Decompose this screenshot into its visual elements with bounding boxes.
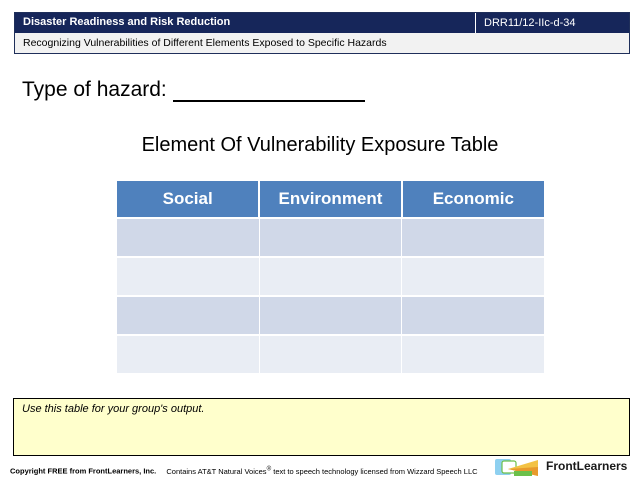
footer-credits xyxy=(10,465,478,476)
table-cell xyxy=(117,257,259,296)
column-header-social: Social xyxy=(117,181,259,218)
slide-header xyxy=(14,12,630,54)
hazard-blank-line xyxy=(173,78,365,102)
frontlearners-logo xyxy=(494,456,634,478)
table-row xyxy=(117,218,544,257)
table-cell xyxy=(259,296,401,335)
frontlearners-logo-icon xyxy=(494,456,544,478)
table-cell xyxy=(402,335,544,373)
hazard-prompt xyxy=(22,78,365,102)
header-bar xyxy=(15,13,629,33)
table-cell xyxy=(259,257,401,296)
table-row xyxy=(117,335,544,373)
table-cell xyxy=(402,257,544,296)
header-title: Disaster Readiness and Risk Reduction xyxy=(23,16,231,28)
table-cell xyxy=(402,296,544,335)
table-cell xyxy=(117,296,259,335)
logo-text: FrontLearners xyxy=(546,459,628,473)
note-text: Use this table for your group's output. xyxy=(22,403,205,415)
table-cell xyxy=(117,335,259,373)
column-header-economic: Economic xyxy=(402,181,544,218)
table-cell xyxy=(259,335,401,373)
table-row xyxy=(117,296,544,335)
tts-credit xyxy=(166,467,477,476)
instruction-note xyxy=(13,398,630,456)
column-header-environment: Environment xyxy=(259,181,401,218)
table-row xyxy=(117,257,544,296)
exposure-table xyxy=(117,181,544,373)
tts-credit-prefix: Contains AT&T Natural Voices xyxy=(166,466,267,476)
table-cell xyxy=(402,218,544,257)
table-cell xyxy=(259,218,401,257)
table-title: Element Of Vulnerability Exposure Table xyxy=(141,134,499,156)
table-cell xyxy=(117,218,259,257)
table-header-row xyxy=(117,181,544,218)
tts-credit-suffix: text to speech technology licensed from Wizzard Speech LLC xyxy=(271,466,478,476)
copyright-text: Copyright FREE from FrontLearners, Inc. xyxy=(10,466,157,476)
registered-mark: ® xyxy=(266,465,272,472)
lesson-code: DRR11/12-IIc-d-34 xyxy=(475,13,629,33)
header-subtitle: Recognizing Vulnerabilities of Different Elements Exposed to Specific Hazards xyxy=(15,33,629,53)
hazard-label: Type of hazard: xyxy=(22,78,167,101)
